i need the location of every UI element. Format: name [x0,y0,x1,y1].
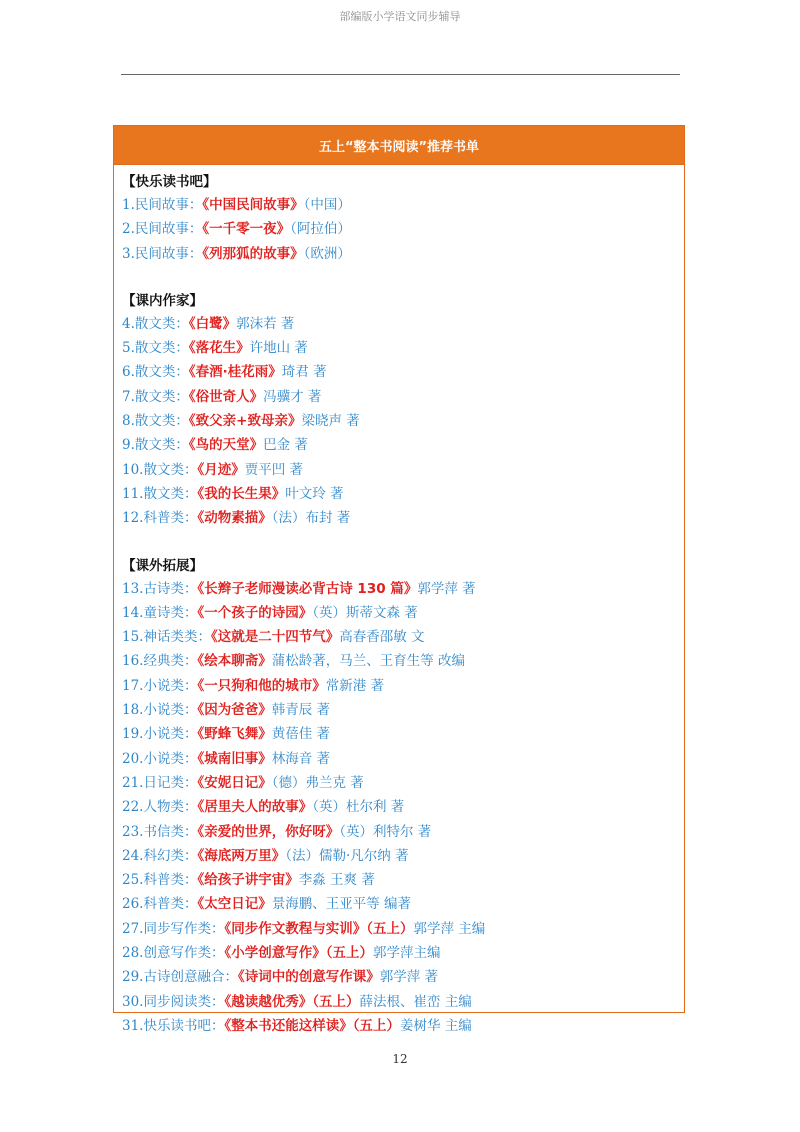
book-category: 4.散文类： [122,315,189,332]
book-title: 《居里夫人的故事》 [197,799,313,816]
book-title: 《落花生》 [188,340,250,357]
section-heading: 【课内作家】 [122,292,203,309]
book-title: 《月迹》 [197,461,245,478]
book-title: 《列那狐的故事》 [202,245,304,262]
book-list-item [122,844,684,868]
book-category: 23.书信类： [122,823,198,840]
book-title: 《一千零一夜》 [202,221,291,238]
book-author: 姜树华 主编 [399,1017,472,1034]
book-category: 17.小说类： [122,677,198,694]
table-title: 五上“整本书阅读”推荐书单 [114,126,684,165]
book-category: 10.散文类： [122,461,198,478]
book-list-item [122,193,684,217]
book-author: （法）儒勒·凡尔纳 著 [285,847,409,864]
book-author: 蒲松龄著，马兰、王育生等 改编 [271,653,466,670]
book-category: 28.创意写作类： [122,945,225,962]
book-list-item [122,990,684,1014]
header-rule [121,74,680,75]
book-author: 林海音 著 [271,750,331,767]
book-title: 《整本书还能这样读》（五上） [224,1017,400,1034]
book-title: 《我的长生果》 [197,485,286,502]
book-title: 《这就是二十四节气》 [210,629,340,646]
book-list-item [122,698,684,722]
book-list-item [122,458,684,482]
section-heading: 【课外拓展】 [122,557,203,574]
book-title: 《城南旧事》 [197,750,272,767]
page-number: 12 [392,1052,408,1066]
book-title: 《野蜂飞舞》 [197,726,272,743]
book-list-item [122,868,684,892]
book-list-item [122,601,684,625]
page-header: 部编版小学语文同步辅导 [339,10,461,23]
book-category: 6.散文类： [122,364,189,381]
book-author: 叶文玲 著 [285,485,344,502]
book-title: 《越读越优秀》（五上） [224,993,360,1010]
book-author: （英）斯蒂文森 著 [312,604,418,621]
book-title: 《海底两万里》 [197,847,286,864]
book-title: 《给孩子讲宇宙》 [197,872,299,889]
book-list-item [122,433,684,457]
book-author: 郭学萍 主编 [413,920,486,937]
section-gap [122,266,684,290]
book-title: 《动物素描》 [197,510,272,527]
book-author: （中国） [303,197,351,213]
book-list-item [122,482,684,506]
book-author: 梁晓声 著 [301,413,360,430]
book-title: 《一只狗和他的城市》 [197,677,326,694]
book-title: 《白鹭》 [188,315,237,332]
book-category: 19.小说类： [122,726,198,743]
book-list-item [122,506,684,530]
book-list-item [122,747,684,771]
book-list-item [122,312,684,336]
book-list-item [122,820,684,844]
book-author: （阿拉伯） [290,221,351,238]
book-author: 景海鹏、王亚平等 编著 [271,896,412,913]
book-author: （英）利特尔 著 [339,823,432,840]
book-list-item [122,649,684,673]
book-author: 郭学萍主编 [372,945,441,962]
book-list-item [122,577,684,601]
book-list-item [122,409,684,433]
book-list-item [122,385,684,409]
section-heading: 【快乐读书吧】 [122,174,217,190]
book-author: 郭沫若 著 [236,315,295,332]
book-list-item [122,242,684,266]
book-category: 1.民间故事： [122,197,203,213]
book-author: 郭学萍 著 [417,580,476,597]
book-category: 5.散文类： [122,340,189,357]
book-author: 常新港 著 [325,677,385,694]
reading-list-table [113,125,685,1034]
book-list-item [122,360,684,384]
book-title: 《绘本聊斋》 [197,653,272,670]
book-title: 《同步作文教程与实训》（五上） [224,920,414,937]
book-list-item [122,771,684,795]
section-gap [122,531,684,555]
book-category: 3.民间故事： [122,245,203,262]
book-author: 琦君 著 [281,364,327,381]
book-title: 《亲爱的世界，你好呀》 [197,823,340,840]
book-author: （欧洲） [303,245,351,262]
book-list-item [122,795,684,819]
book-category: 16.经典类： [122,653,198,670]
book-title: 《俗世奇人》 [188,388,264,405]
book-category: 20.小说类： [122,750,198,767]
book-list-item [122,674,684,698]
book-list-item [122,336,684,360]
reading-list-content [114,165,684,1038]
book-title: 《致父亲+致母亲》 [188,413,302,430]
book-category: 13.古诗类： [122,580,198,597]
book-title: 《诗词中的创意写作课》 [237,969,380,986]
book-title: 《因为爸爸》 [197,702,272,719]
book-list-item [122,625,684,649]
book-category: 25.科普类： [122,872,198,889]
book-category: 31.快乐读书吧： [122,1017,225,1034]
book-list-item [122,1014,684,1038]
book-category: 8.散文类： [122,413,189,430]
book-author: 巴金 著 [263,437,308,454]
book-author: 贾平凹 著 [244,461,304,478]
book-category: 2.民间故事： [122,221,203,238]
book-author: 薛法根、崔峦 主编 [359,993,472,1010]
book-list-item [122,722,684,746]
book-category: 22.人物类： [122,799,198,816]
book-category: 14.童诗类： [122,604,198,621]
book-title: 《安妮日记》 [197,774,272,791]
book-title: 《一个孩子的诗园》 [197,604,313,621]
book-list-item [122,892,684,916]
book-author: 冯骥才 著 [263,388,322,405]
book-list-item [122,217,684,241]
book-category: 12.科普类： [122,510,198,527]
book-category: 9.散文类： [122,437,189,454]
book-title: 《鸟的天堂》 [188,437,264,454]
book-category: 30.同步阅读类： [122,993,225,1010]
book-author: 郭学萍 著 [379,969,439,986]
book-category: 7.散文类： [122,388,189,405]
book-title: 《中国民间故事》 [202,197,304,213]
book-title: 《长辫子老师漫读必背古诗 130 篇》 [197,580,418,597]
book-category: 26.科普类： [122,896,198,913]
book-category: 15.神话类类： [122,629,211,646]
book-author: 黄蓓佳 著 [271,726,331,743]
book-title: 《太空日记》 [197,896,272,913]
book-author: 许地山 著 [249,340,308,357]
book-author: 高春香邵敏 文 [339,629,425,646]
book-list-item [122,917,684,941]
book-author: （法）布封 著 [271,510,351,527]
book-category: 24.科幻类： [122,847,198,864]
book-category: 18.小说类： [122,702,198,719]
book-author: 韩青辰 著 [271,702,331,719]
book-author: （德）弗兰克 著 [271,774,364,791]
book-category: 29.古诗创意融合： [122,969,238,986]
book-title: 《小学创意写作》（五上） [224,945,373,962]
book-title: 《春酒·桂花雨》 [188,364,282,381]
book-list-item [122,965,684,989]
book-list-item [122,941,684,965]
book-author: （英）杜尔利 著 [312,799,405,816]
book-category: 21.日记类： [122,774,198,791]
book-category: 11.散文类： [122,485,198,502]
book-author: 李淼 王爽 著 [298,872,375,889]
book-category: 27.同步写作类： [122,920,225,937]
